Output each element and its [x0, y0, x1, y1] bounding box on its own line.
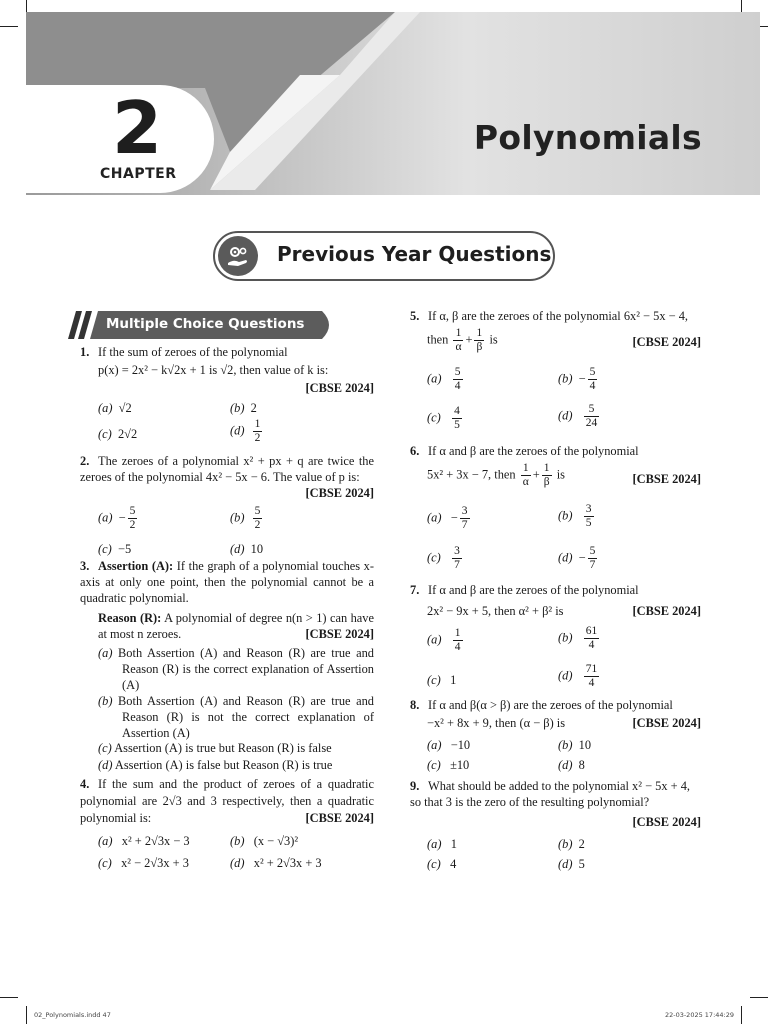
option-c: (c) 4 — [427, 857, 457, 871]
year-tag: [CBSE 2024] — [632, 716, 701, 730]
option-d: (d) $\frac{1}{2}$ — [230, 418, 261, 444]
option-c: (c) 1 — [427, 673, 457, 687]
crop-mark — [0, 997, 18, 998]
chapter-title: Polynomials — [473, 118, 702, 157]
question-1-line2: p(x) = 2x² − k√2x + 1 is √2, then value of k is: — [98, 363, 329, 377]
option-c: (c) Assertion (A) is true but Reason (R) is false — [98, 741, 332, 755]
option-b: (b) − $\frac{5}{4}$ — [558, 366, 596, 392]
question-6: 6. If α and β are the zeroes of the polynomial — [410, 444, 639, 458]
option-b: (b) 2 — [558, 837, 585, 851]
year-tag: [CBSE 2024] — [305, 811, 374, 825]
question-6-line2: 5x² + 3x − 7, then $\frac{1}{\alpha}$ + $\frac{1}{\beta}$ is — [427, 462, 565, 488]
question-text: If the sum of zeroes of the polynomial — [98, 345, 288, 359]
option-a: (a) $\frac{1}{4}$ — [427, 627, 461, 653]
option-b: (b) 10 — [558, 738, 592, 752]
option-c: (c) $\frac{4}{5}$ — [427, 405, 460, 431]
year-tag: [CBSE 2024] — [305, 627, 374, 641]
option-d: (d) Assertion (A) is false but Reason (R) is true — [98, 758, 333, 772]
option-a: (a) Both Assertion (A) and Reason (R) are true and Reason (R) is the correct explanation of Assertion (A) — [98, 646, 374, 692]
question-text: If α and β are the zeroes of the polynomial — [428, 444, 639, 458]
pyq-icon-circle — [218, 236, 258, 276]
year-tag: [CBSE 2024] — [305, 381, 374, 395]
option-c: (c) ±10 — [427, 758, 470, 772]
option-a: (a) √2 — [98, 401, 132, 415]
option-d: (d) 8 — [558, 758, 585, 772]
option-a: (a) 1 — [427, 837, 457, 851]
question-5-line2: then $\frac{1}{\alpha}$ + $\frac{1}{\beta}$ is — [427, 327, 498, 353]
option-c: (c) −5 — [98, 542, 132, 556]
pyq-banner — [213, 231, 555, 281]
option-b: (b) 2 — [230, 401, 257, 415]
question-5: 5. If α, β are the zeroes of the polynomial 6x² − 5x − 4, — [410, 309, 688, 323]
question-text: What should be added to the polynomial x² − 5x + 4, so that 3 is the zero of the resulting polynomial? — [410, 779, 691, 809]
question-text: The zeroes of a polynomial x² + px + q are twice the zeroes of the polynomial 4x² − 5x − 6. The value of p is: — [80, 454, 374, 484]
option-d: (d) − $\frac{5}{7}$ — [558, 545, 596, 571]
crop-mark — [26, 1006, 27, 1024]
question-4: 4. If the sum and the product of zeroes of a quadratic polynomial are 2√3 and 3 respectively, then a quadratic polynomial is: — [80, 777, 374, 825]
gear-hand-icon — [226, 244, 250, 268]
year-tag: [CBSE 2024] — [305, 486, 374, 500]
option-d: (d) x² + 2√3x + 3 — [230, 856, 322, 870]
crop-mark — [750, 997, 768, 998]
option-d: (d) 5 — [558, 857, 585, 871]
option-b: (b) $\frac{5}{2}$ — [230, 505, 261, 531]
option-a: (a) − $\frac{5}{2}$ — [98, 505, 136, 531]
question-text: If α and β are the zeroes of the polynomial — [428, 583, 639, 597]
chapter-label: CHAPTER — [100, 166, 177, 182]
question-text: If the sum and the product of zeroes of a quadratic polynomial are 2√3 and 3 respectively, then a quadratic polynomial is: — [80, 777, 374, 825]
option-c: (c) 2√2 — [98, 427, 138, 441]
question-8-line2: −x² + 8x + 9, then (α − β) is — [427, 716, 566, 730]
option-b: (b) $\frac{3}{5}$ — [558, 503, 592, 529]
question-3-reason: Reason (R): A polynomial of degree n(n > 1) can have at most n zeroes. — [98, 611, 374, 641]
year-tag: [CBSE 2024] — [632, 604, 701, 618]
option-b: (b) (x − √3)² — [230, 834, 299, 848]
question-number: 1. — [80, 345, 90, 359]
question-8: 8. If α and β(α > β) are the zeroes of the polynomial — [410, 698, 673, 712]
mcq-section-title: Multiple Choice Questions — [106, 316, 305, 332]
option-c: (c) x² − 2√3x + 3 — [98, 856, 189, 870]
year-tag: [CBSE 2024] — [632, 335, 701, 349]
option-d: (d) $\frac{5}{24}$ — [558, 403, 598, 429]
question-text: If α and β(α > β) are the zeroes of the polynomial — [428, 698, 673, 712]
pyq-title: Previous Year Questions — [277, 242, 552, 266]
footer-timestamp: 22-03-2025 17:44:29 — [664, 1011, 734, 1019]
chapter-number: 2 — [112, 86, 163, 170]
question-3: 3. Assertion (A): If the graph of a polynomial touches x-axis at only one point, then the polynomial cannot be a quadratic polynomial. — [80, 559, 374, 605]
option-a: (a) −10 — [427, 738, 471, 752]
year-tag: [CBSE 2024] — [632, 472, 701, 486]
question-1 — [80, 344, 374, 360]
question-7-line2: 2x² − 9x + 5, then α² + β² is — [427, 604, 564, 618]
option-b: (b) Both Assertion (A) and Reason (R) are true and Reason (R) is not the correct explanation of Assertion (A) — [98, 694, 374, 740]
option-c: (c) $\frac{3}{7}$ — [427, 545, 460, 571]
year-tag: [CBSE 2024] — [632, 815, 701, 829]
option-d: (d) 10 — [230, 542, 264, 556]
option-a: (a) − $\frac{3}{7}$ — [427, 505, 468, 531]
option-d: (d) $\frac{71}{4}$ — [558, 663, 598, 689]
option-b: (b) $\frac{61}{4}$ — [558, 625, 598, 651]
question-9: 9. What should be added to the polynomial x² − 5x + 4, so that 3 is the zero of the resulting polynomial? — [410, 779, 691, 809]
question-7: 7. If α and β are the zeroes of the polynomial — [410, 583, 639, 597]
question-text: If α, β are the zeroes of the polynomial 6x² − 5x − 4, — [428, 309, 688, 323]
option-a: (a) x² + 2√3x − 3 — [98, 834, 190, 848]
question-2: 2. The zeroes of a polynomial x² + px + q are twice the zeroes of the polynomial 4x² − 5x − 6. The value of p is: — [80, 454, 374, 484]
option-a: (a) $\frac{5}{4}$ — [427, 366, 461, 392]
footer-file-info: 02_Polynomials.indd 47 — [34, 1011, 111, 1019]
crop-mark — [741, 1006, 742, 1024]
